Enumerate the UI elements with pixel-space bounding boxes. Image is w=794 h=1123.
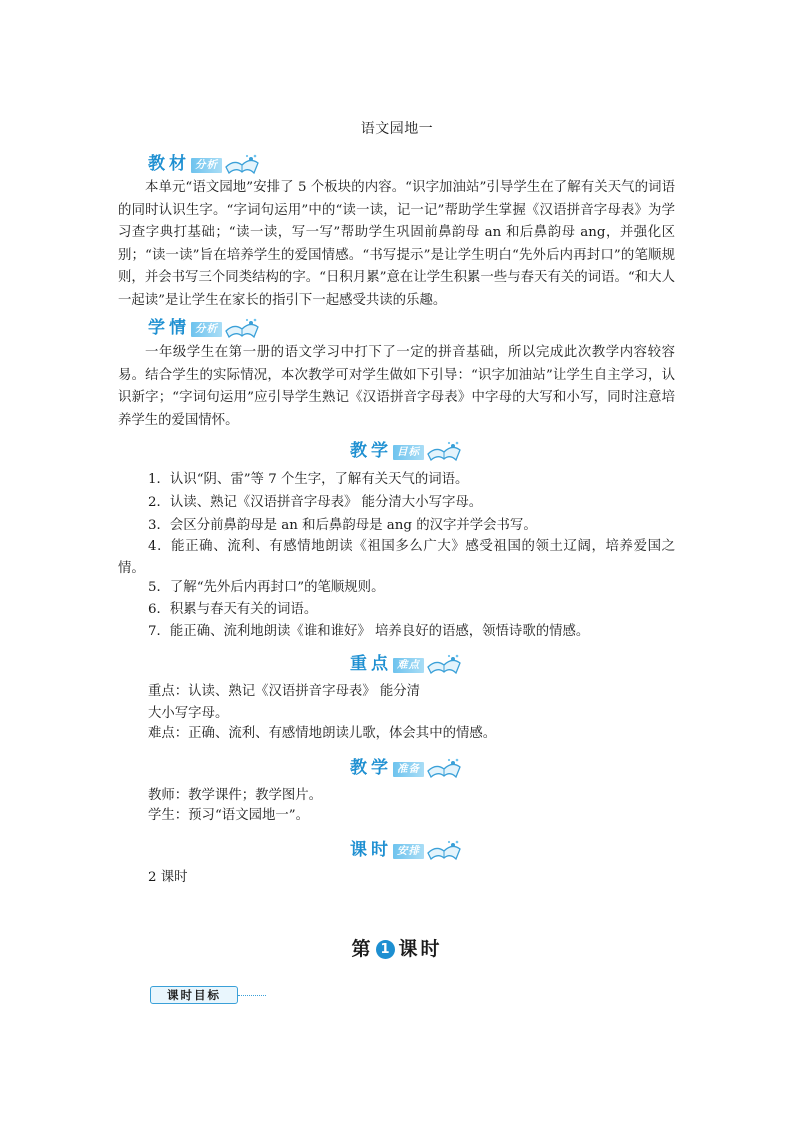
open-book-icon (426, 440, 462, 462)
badge-main-text: 重点 (350, 654, 392, 674)
goal-item-3: 3．会区分前鼻韵母是 an 和后鼻韵母是 ang 的汉字并学会书写。 (148, 518, 537, 533)
section-badge-key-points (350, 650, 462, 676)
schedule-text: 2 课时 (148, 870, 188, 885)
lesson-goal-tag-label: 课时目标 (150, 986, 238, 1004)
badge-sub-text: 安排 (393, 844, 424, 859)
lesson-goal-tag (148, 985, 268, 1005)
lesson-heading (0, 936, 794, 962)
badge-sub-text: 分析 (191, 158, 222, 173)
badge-main-text: 学情 (148, 318, 190, 338)
badge-sub-text: 目标 (393, 445, 424, 460)
student-analysis-text: 一年级学生在第一册的语文学习中打下了一定的拼音基础，所以完成此次教学内容较容易。结合学生的实际情况，本次教学可对学生做如下引导：“识字加油站”让学生自主学习，认识新字；“字词句运用”应引导学生熟记《汉语拼音字母表》中字母的大写和小写，同时注意培养学生的爱国情怀。 (118, 345, 675, 428)
goal-item-2: 2．认读、熟记《汉语拼音字母表》 能分清大小写字母。 (148, 495, 483, 510)
tag-dotted-line (238, 995, 266, 996)
goal-item-6: 6．积累与春天有关的词语。 (148, 602, 318, 617)
badge-main-text: 教学 (350, 758, 392, 778)
preparation-teacher: 教师：教学课件；教学图片。 (148, 788, 323, 803)
lesson-suffix: 课时 (398, 938, 443, 960)
difficulty-line: 难点：正确、流利、有感情地朗读儿歌，体会其中的情感。 (148, 726, 497, 741)
material-analysis-text: 本单元“语文园地”安排了 5 个板块的内容。“识字加油站”引导学生在了解有关天气的词语的同时认识生字。“字词句运用”中的“读一读，记一记”帮助学生掌握《汉语拼音字母表》为学习查字典打基础；“读一读，写一写”帮助学生巩固前鼻韵母 an 和后鼻韵母 ang，并强化区别；“读一读”旨在培养学生的爱国情感。“书写提示”是让学生明白“先外后内再封口”的笔顺规则，并会书写三个同类结构的字。“日积月累”意在让学生积累一些与春天有关的词语。“和大人一起读”是让学生在家长的指引下一起感受共读的乐趣。 (118, 180, 675, 308)
section-badge-goals (350, 437, 462, 463)
section-badge-schedule (350, 836, 462, 862)
open-book-icon (426, 653, 462, 675)
lesson-number: 1 (376, 940, 395, 959)
section-badge-preparation (350, 754, 462, 780)
open-book-icon (426, 839, 462, 861)
page-title: 语文园地一 (360, 121, 434, 137)
section-badge-material (148, 150, 260, 176)
open-book-icon (224, 317, 260, 339)
section-badge-students (148, 314, 260, 340)
goal-item-7: 7．能正确、流利地朗读《谁和谁好》 培养良好的语感，领悟诗歌的情感。 (148, 624, 590, 639)
lesson-prefix: 第 (351, 938, 374, 960)
badge-sub-text: 分析 (191, 322, 222, 337)
preparation-student: 学生：预习“语文园地一”。 (148, 808, 309, 823)
goal-item-1: 1．认识“阴、雷”等 7 个生字，了解有关天气的词语。 (148, 472, 469, 487)
badge-sub-text: 难点 (393, 658, 424, 673)
key-point-line-1: 重点：认读、熟记《汉语拼音字母表》 能分清 (148, 684, 421, 699)
badge-sub-text: 准备 (393, 762, 424, 777)
open-book-icon (426, 757, 462, 779)
badge-main-text: 教学 (350, 441, 392, 461)
badge-main-text: 教材 (148, 154, 190, 174)
goal-item-5: 5．了解“先外后内再封口”的笔顺规则。 (148, 580, 385, 595)
badge-main-text: 课时 (350, 840, 392, 860)
open-book-icon (224, 153, 260, 175)
goal-item-4: 4．能正确、流利、有感情地朗读《祖国多么广大》感受祖国的领土辽阔，培养爱国之情。 (118, 539, 675, 576)
key-point-line-2: 大小写字母。 (148, 706, 229, 721)
